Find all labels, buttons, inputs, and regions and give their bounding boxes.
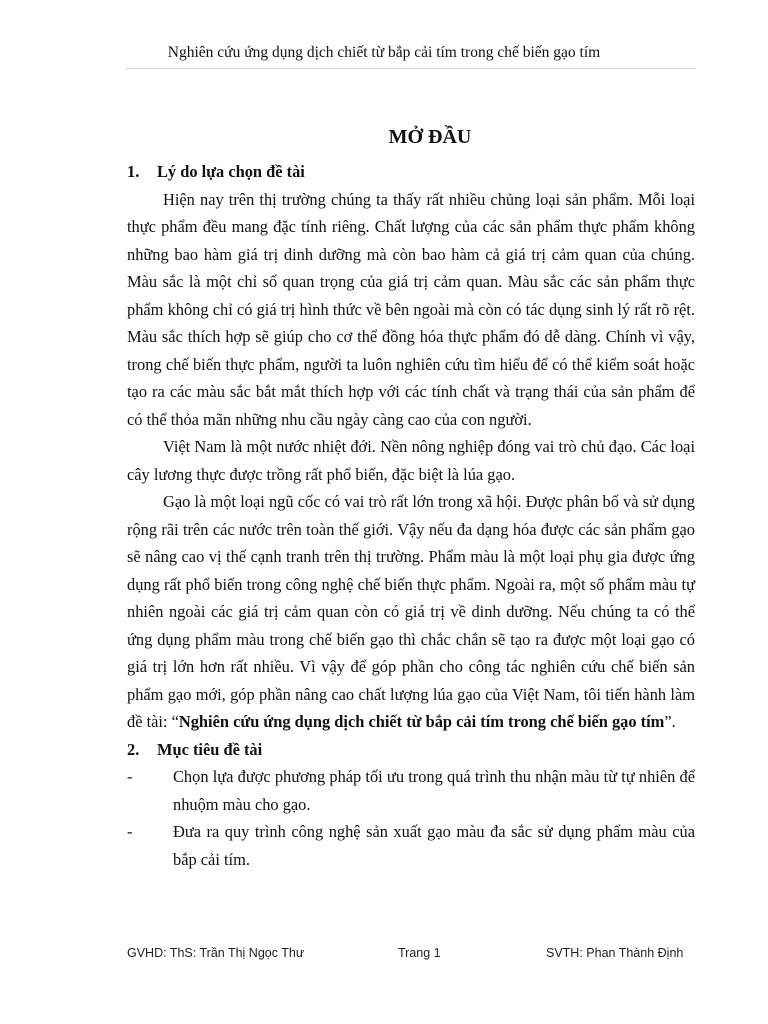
document-body: [127, 158, 695, 873]
objective-text: Chọn lựa được phương pháp tối ưu trong quá trình thu nhận màu từ tự nhiên để nhuộm màu cho gạo.: [173, 767, 695, 814]
section-2-number: 2.: [127, 739, 140, 759]
paragraph-3-end: ”.: [664, 712, 676, 731]
paragraph-3-text: Gạo là một loại ngũ cốc có vai trò rất lớn trong xã hội. Được phân bố và sử dụng rộng rãi trên các nước trên toàn thế giới. Vậy nếu đa dạng hóa được các sản phẩm gạo sẽ nâng cao vị thế cạnh tranh trên thị trường. Phẩm màu là một loại phụ gia được ứng dụng rất phổ biến trong công nghệ chế biến thực phẩm. Ngoài ra, một số phẩm màu tự nhiên ngoài các giá trị cảm quan còn có giá trị về dinh dưỡng. Nếu chúng ta có thể ứng dụng phẩm màu trong chế biến gạo thì chắc chắn sẽ tạo ra được một loại gạo có giá trị lớn hơn rất nhiều. Vì vậy để góp phần cho công tác nghiên cứu chế biến sản phẩm gạo mới, góp phần nâng cao chất lượng lúa gạo của Việt Nam, tôi tiến hành làm đề tài: “: [127, 492, 695, 731]
section-1-number: 1.: [127, 162, 140, 181]
bullet-dash: -: [127, 767, 133, 786]
section-1-title: Lý do lựa chọn đề tài: [157, 162, 305, 181]
header-rule: [126, 68, 696, 69]
footer-advisor: GVHD: ThS: Trần Thị Ngọc Thư: [127, 946, 305, 960]
section-2-title: Mục tiêu đề tài: [157, 739, 263, 759]
paragraph-3: [127, 488, 695, 736]
bullet-dash: -: [127, 822, 133, 841]
footer-student: SVTH: Phan Thành Định: [546, 946, 684, 960]
paragraph-2: Việt Nam là một nước nhiệt đới. Nền nông nghiệp đóng vai trò chủ đạo. Các loại cây lương thực được trồng rất phổ biến, đặc biệt là lúa gạo.: [127, 437, 695, 484]
paragraph-1: Hiện nay trên thị trường chúng ta thấy rất nhiều chủng loại sản phẩm. Mỗi loại thực phẩm đều mang đặc tính riêng. Chất lượng của các sản phẩm thực phẩm không những bao hàm giá trị dinh dưỡng mà còn bao hàm cả giá trị cảm quan của chúng. Màu sắc là một chỉ số quan trọng của giá trị cảm quan. Màu sắc các sản phẩm thực phẩm không chỉ có giá trị hình thức về bên ngoài mà còn có tác dụng sinh lý rất rõ rệt. Màu sắc thích hợp sẽ giúp cho cơ thể đồng hóa thực phẩm đó dễ dàng. Chính vì vậy, trong chế biến thực phẩm, người ta luôn nghiên cứu tìm hiểu để có thể kiểm soát hoặc tạo ra các màu sắc bắt mắt thích hợp với các tính chất và trạng thái của sản phẩm để có thể thỏa mãn những nhu cầu ngày càng cao của con người.: [127, 189, 695, 429]
section-1-heading: [127, 158, 695, 186]
running-header: Nghiên cứu ứng dụng dịch chiết từ bắp cải tím trong chế biến gạo tím: [167, 44, 601, 61]
objective-item: [127, 763, 695, 818]
objective-item: [127, 818, 695, 873]
page-title: MỞ ĐẦU: [388, 126, 472, 148]
objective-text: Đưa ra quy trình công nghệ sản xuất gạo màu đa sắc sử dụng phẩm màu của bắp cải tím.: [173, 822, 695, 869]
footer-page-number: Trang 1: [398, 946, 441, 960]
thesis-title-bold: Nghiên cứu ứng dụng dịch chiết từ bắp cải tím trong chế biến gạo tím: [178, 712, 665, 731]
section-2-heading: [127, 736, 695, 764]
